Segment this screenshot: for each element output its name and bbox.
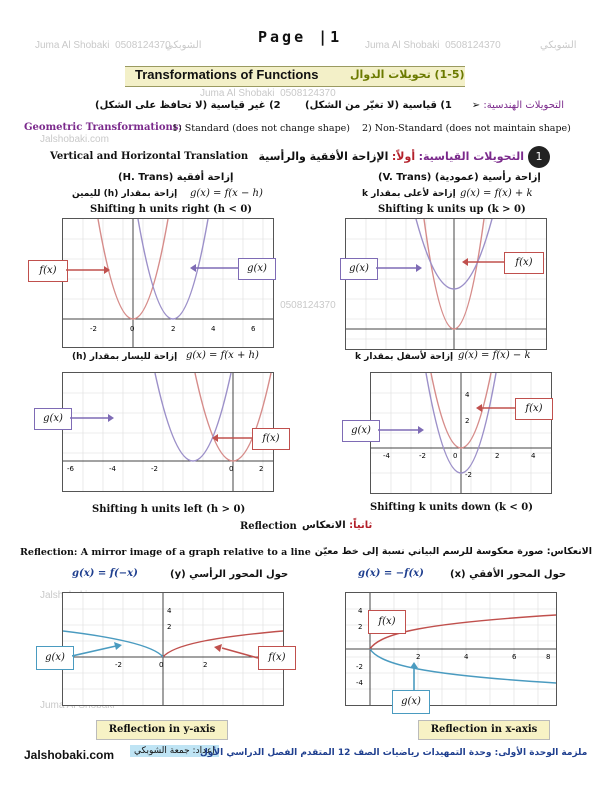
g-label-box: g(x) (34, 408, 72, 430)
reflection-heading-ar: ثانياً: الانعكاس (302, 520, 373, 531)
f-label-box: f(x) (515, 398, 553, 420)
g-label-box: g(x) (238, 258, 276, 280)
f-label-box: f(x) (28, 260, 68, 282)
footer-site: Jalshobaki.com (24, 748, 115, 762)
g-label-box: g(x) (342, 420, 380, 442)
vtrans-caption-up: Shifting k units up (k > 0) (378, 204, 526, 215)
graph-shift-up (345, 218, 547, 350)
htrans-formula-right: g(x) = f(x − h) (190, 188, 263, 199)
tick-label: -2 (465, 471, 472, 479)
section1-title-en: Vertical and Horizontal Translation (50, 151, 249, 162)
tick-label: -4 (383, 452, 390, 460)
reflection-x-formula: g(x) = −f(x) (358, 568, 424, 579)
f-label-box: f(x) (368, 610, 406, 634)
geometric-item1-ar: 1) قياسية (لا تغيّر من الشكل) (305, 100, 452, 111)
htrans-caption-right: Shifting h units right (h < 0) (90, 204, 253, 215)
f-label-box: f(x) (252, 428, 290, 450)
tick-label: -2 (356, 663, 363, 671)
arrow-icon (214, 644, 258, 664)
tick-label: -4 (356, 679, 363, 687)
vtrans-formula-down: g(x) = f(x) − k (458, 350, 531, 361)
page-number: Page |1 (258, 28, 343, 46)
arrow-icon (404, 662, 424, 690)
tick-label: 2 (358, 623, 363, 631)
watermark-name: Juma Al Shobaki 0508124370 (200, 300, 336, 311)
g-label-box: g(x) (392, 690, 430, 714)
tick-label: 2 (259, 465, 264, 473)
htrans-right-ar: إزاحة بمقدار (h) لليمين (72, 189, 178, 199)
section-number-badge: 1 (528, 146, 550, 168)
geometric-label-ar: التحويلات الهندسية: ➢ (471, 100, 564, 111)
f-label-box: f(x) (258, 646, 296, 670)
reflection-x-caption: Reflection in x-axis (418, 720, 550, 740)
tick-label: 0 (229, 465, 234, 473)
tick-label: 0 (130, 325, 135, 333)
tick-label: 8 (546, 653, 551, 661)
tick-label: -2 (90, 325, 97, 333)
reflection-definition-en: Reflection: A mirror image of a graph relative to a line (20, 547, 311, 558)
tick-label: -6 (67, 465, 74, 473)
tick-label: -4 (109, 465, 116, 473)
section1-title-ar: التحويلات القياسية: أولاً: الإزاحة الأفقية والرأسية (258, 150, 524, 163)
arrow-icon (72, 640, 122, 660)
tick-label: 2 (416, 653, 421, 661)
g-label-box: g(x) (36, 646, 74, 670)
arrow-icon (212, 430, 252, 446)
geometric-item1-en: 1) Standard (does not change shape) (172, 123, 350, 134)
f-label-box: f(x) (504, 252, 544, 274)
tick-label: 4 (358, 607, 363, 615)
arrow-icon (378, 422, 424, 438)
watermark-name: Juma Al Shobaki (40, 700, 115, 711)
tick-label: -2 (419, 452, 426, 460)
tick-label: 2 (495, 452, 500, 460)
geometric-label-en: Geometric Transformations: (24, 122, 183, 133)
tick-label: 2 (171, 325, 176, 333)
page-title: Transformations of Functions (135, 67, 319, 82)
tick-label: 4 (464, 653, 469, 661)
watermark-name: Juma Al Shobaki 0508124370 (35, 40, 171, 51)
htrans-caption-left: Shifting h units left (h > 0) (92, 504, 246, 515)
geometric-item2-en: 2) Non-Standard (does not maintain shape) (362, 123, 571, 134)
tick-label: -2 (151, 465, 158, 473)
vtrans-formula-up: g(x) = f(x) + k (460, 188, 533, 199)
g-curve (155, 373, 231, 461)
tick-label: 4 (531, 452, 536, 460)
arrow-icon (376, 260, 422, 276)
g-label-box: g(x) (340, 258, 378, 280)
watermark-site: Jalshobaki.com (40, 590, 109, 601)
page-title-ar: (1-5) تحويلات الدوال (350, 68, 465, 81)
tick-label: 4 (465, 391, 470, 399)
tick-label: 2 (203, 661, 208, 669)
tick-label: 6 (251, 325, 256, 333)
tick-label: 6 (512, 653, 517, 661)
g-curve (370, 649, 556, 683)
arrow-icon (462, 254, 504, 270)
watermark-name: Juma Al Shobaki 0508124370 (365, 40, 501, 51)
reflection-y-caption: Reflection in y-axis (96, 720, 228, 740)
htrans-formula-left: g(x) = f(x + h) (186, 350, 259, 361)
watermark-ar: الشوبكي (165, 40, 202, 51)
htrans-heading: إزاحة أفقية (H. Trans) (118, 172, 234, 183)
arrow-icon (190, 260, 238, 276)
vtrans-caption-down: Shifting k units down (k < 0) (370, 502, 533, 513)
tick-label: 0 (159, 661, 164, 669)
watermark-ar: الشوبكي (540, 40, 577, 51)
reflection-definition-ar: الانعكاس: صورة معكوسة للرسم البياني نسبة إلى خط معيّن (314, 546, 592, 557)
footer-text: ملزمة الوحدة الأولى: وحدة التمهيدات رياضيات الصف 12 المتقدم الفصل الدراسي الأول (200, 748, 588, 758)
htrans-left-ar: إزاحة لليسار بمقدار (h) (72, 352, 178, 362)
reflection-y-ar: حول المحور الرأسي (y) (170, 569, 289, 580)
tick-label: 2 (465, 417, 470, 425)
tick-label: 2 (167, 623, 172, 631)
footer-author: إعداد: جمعة الشوبكي (130, 745, 219, 757)
tick-label: 4 (167, 607, 172, 615)
reflection-heading-en: Reflection (240, 521, 297, 532)
tick-label: 0 (453, 452, 458, 460)
arrow-icon (476, 400, 516, 416)
watermark-name: Juma Al Shobaki 0508124370 (200, 88, 336, 99)
graph-shift-right (62, 218, 274, 348)
tick-label: 4 (211, 325, 216, 333)
arrow-icon (70, 410, 114, 426)
arrow-icon (66, 262, 110, 278)
watermark-site: Jalshobaki.com (40, 134, 109, 145)
geometric-item2-ar: 2) غير قياسية (لا تحافظ على الشكل) (95, 100, 281, 111)
vtrans-up-ar: إزاحة لأعلى بمقدار k (362, 189, 456, 199)
reflection-x-ar: حول المحور الأفقي (x) (450, 569, 567, 580)
vtrans-down-ar: إزاحة لأسفل بمقدار k (355, 352, 454, 362)
tick-label: -2 (115, 661, 122, 669)
vtrans-heading: إزاحة رأسية (عمودية) (V. Trans) (378, 172, 541, 183)
reflection-y-formula: g(x) = f(−x) (72, 568, 138, 579)
